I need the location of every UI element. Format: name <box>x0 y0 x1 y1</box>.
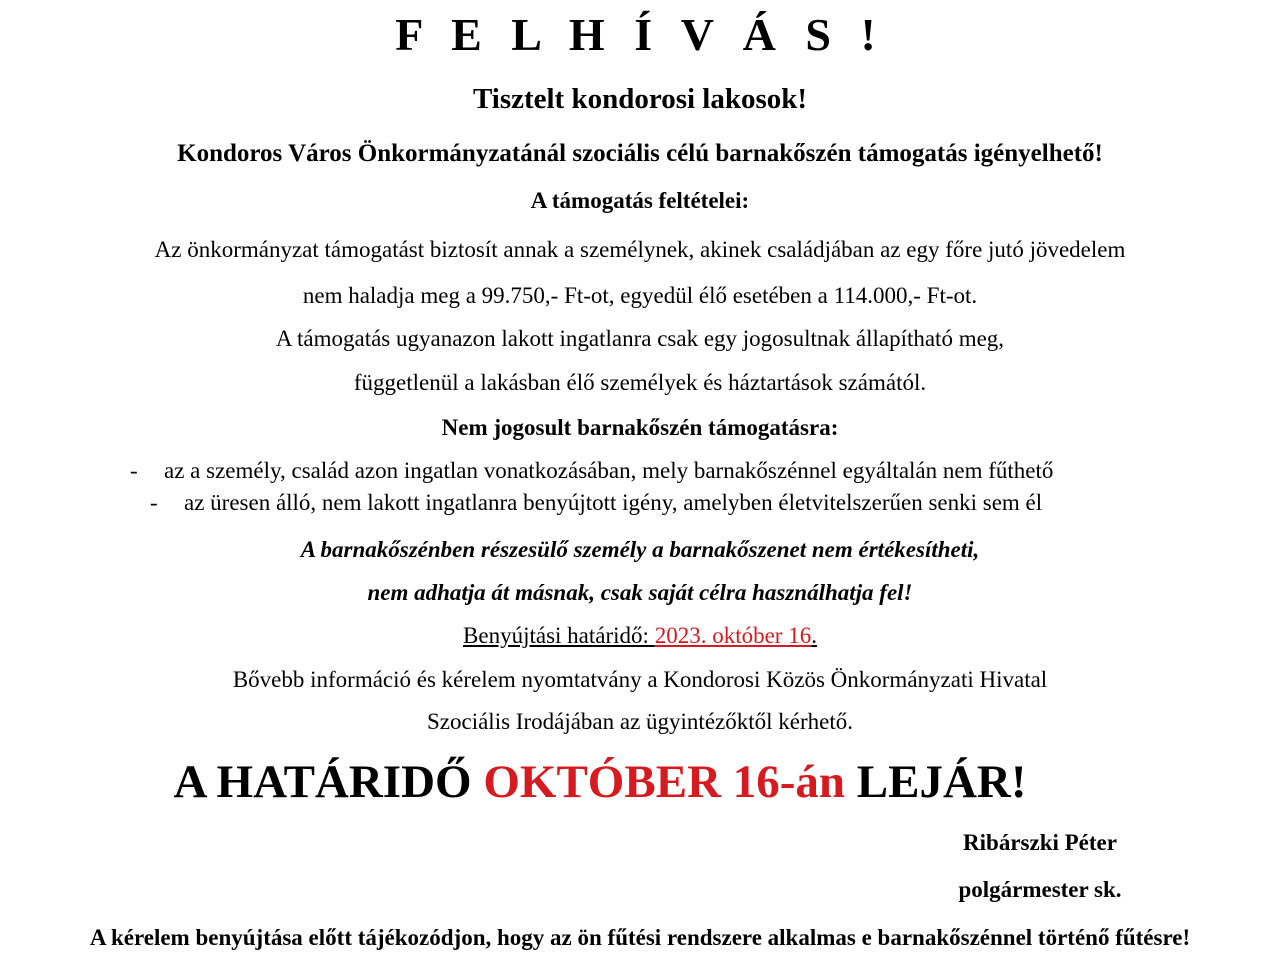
headline: Kondoros Város Önkormányzatánál szociális célú barnakőszén támogatás igényelhető! <box>177 140 1103 167</box>
conditions-paragraph: A támogatás ugyanazon lakott ingatlanra csak egy jogosultnak állapítható meg, <box>275 326 1005 351</box>
list-item-text: az a személy, család azon ingatlan vonatkozásában, mely barnakőszénnel egyáltalán nem fűthető <box>164 458 1054 483</box>
not-eligible-heading: Nem jogosult barnakőszén támogatásra: <box>441 415 839 440</box>
signature-role: polgármester sk. <box>958 877 1122 902</box>
deadline-date: 2023. október 16 <box>654 623 812 648</box>
deadline-notice-end: LEJÁR! <box>845 756 1027 808</box>
deadline-end: . <box>811 623 817 648</box>
conditions-paragraph: függetlenül a lakásban élő személyek és háztartások számától. <box>353 370 927 395</box>
deadline-notice <box>0 755 1240 809</box>
greeting: Tisztelt kondorosi lakosok! <box>472 83 808 115</box>
list-item <box>150 490 1042 516</box>
list-marker: - <box>130 458 138 483</box>
warning-line: A barnakőszénben részesülő személy a barnakőszenet nem értékesítheti, <box>300 537 980 562</box>
footer-note: A kérelem benyújtása előtt tájékozódjon, hogy az ön fűtési rendszere alkalmas e barnakőszénnel történő fűtésre! <box>89 925 1191 950</box>
warning-line: nem adhatja át másnak, csak saját célra használhatja fel! <box>367 580 913 605</box>
conditions-heading: A támogatás feltételei: <box>530 188 750 213</box>
conditions-paragraph: nem haladja meg a 99.750,- Ft-ot, egyedül élő esetében a 114.000,- Ft-ot. <box>302 283 978 308</box>
signature-name: Ribárszki Péter <box>963 830 1117 855</box>
list-marker: - <box>150 490 158 515</box>
conditions-paragraph: Az önkormányzat támogatást biztosít annak a személynek, akinek családjában az egy főre jutó jövedelem <box>154 237 1126 262</box>
list-item <box>130 458 1053 484</box>
deadline <box>0 623 1280 649</box>
deadline-notice-date: OKTÓBER 16-án <box>483 756 846 808</box>
deadline-label: Benyújtási határidő: <box>463 623 649 648</box>
info-line: Szociális Irodájában az ügyintézőktől kérhető. <box>427 709 853 734</box>
deadline-notice-start: A HATÁRIDŐ <box>173 756 484 808</box>
info-line: Bővebb információ és kérelem nyomtatvány a Kondorosi Közös Önkormányzati Hivatal <box>232 667 1048 692</box>
notice-title: F E L H Í V Á S ! <box>395 9 885 60</box>
list-item-text: az üresen álló, nem lakott ingatlanra benyújtott igény, amelyben életvitelszerűen senki sem él <box>184 490 1043 515</box>
